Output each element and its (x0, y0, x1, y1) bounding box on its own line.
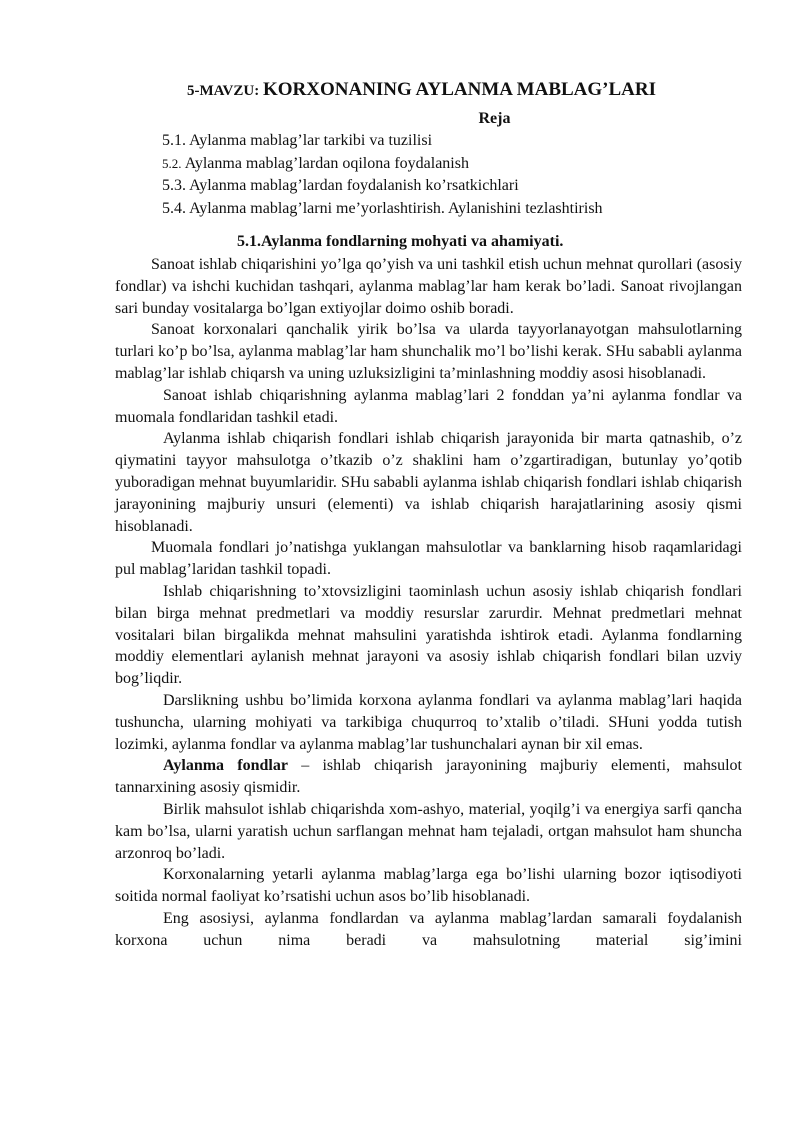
body-paragraph: Ishlab chiqarishning to’xtovsizligini taominlash uchun asosiy ishlab chiqarish fondlari bilan birga mehnat predmetlari va moddiy resurslar zarurdir. Mehnat predmetlari mehnat vositalari bilan birgalikda mehnat mahsulini yaratishda ishtirok etadi. Aylanma fondlarning moddiy elementlari aylanish mehnat jarayoni va asosiy ishlab chiqarish fondlari bilan uzviy bog’liqdir. (115, 582, 742, 688)
definition-paragraph (115, 755, 742, 799)
body-paragraph: Sanoat ishlab chiqarishini yo’lga qo’yish va uni tashkil etish uchun mehnat qurollari (asosiy fondlar) va ishchi kuchidan tashqari, aylanma mablag’lar ham kerak bo’ladi. Sanoat rivojlangan sari bunday vositalarga bo’lgan extiyojlar doimo oshib boradi. (115, 256, 742, 317)
plan-item-text: Aylanma mablag’lar tarkibi va tuzilisi (189, 132, 433, 149)
document-page (115, 72, 742, 952)
body-paragraph: Aylanma ishlab chiqarish fondlari ishlab chiqarish jarayonida bir marta qatnashib, o’z qiymatini tayyor mahsulotga o’tkazib o’z shaklini ham o’zgartiradigan, butunlay yo’qotib yuboradigan mehnat buyumlaridir. SHu sababli aylanma ishlab chiqarish fondlari ishlab chiqarish jarayonining majburiy unsuri (elementi) va ishlab chiqarish harajatlarining asosiy qismi hisoblanadi. (115, 430, 742, 535)
document-title (187, 72, 742, 108)
body-paragraph: Korxonalarning yetarli aylanma mablag’larga ega bo’lishi ularning bozor iqtisodiyoti soitida normal faoliyat ko’rsatishi uchun asos bo’lib hisoblanadi. (115, 866, 742, 906)
plan-item-text: Aylanma mablag’lardan foydalanish ko’rsatkichlari (189, 177, 519, 194)
plan-item (162, 175, 742, 198)
body-paragraph: Muomala fondlari jo’natishga yuklangan mahsulotlar va banklarning hisob raqamlaridagi pul mablag’laridan tashkil topadi. (115, 539, 742, 579)
title-prefix: 5-MAVZU: (187, 83, 263, 99)
plan-list (115, 130, 742, 220)
plan-item-number: 5.3. (162, 177, 190, 194)
body-paragraph: Sanoat korxonalari qanchalik yirik bo’lsa va ularda tayyorlanayotgan mahsulotlarning turlari ko’p bo’lsa, aylanma mablag’lar ham shunchalik mo’l bo’lishi kerak. SHu sababli aylanma mablag’lar ishlab chiqarsh va uning uzluksizligini ta’minlashning moddiy asosi hisoblanadi. (115, 321, 742, 382)
plan-item (162, 153, 742, 176)
body-paragraph: Birlik mahsulot ishlab chiqarishda xom-ashyo, material, yoqilg’i va energiya sarfi qancha kam bo’lsa, ularni yaratish uchun sarflangan mehnat ham tejaladi, ortgan mahsulot ham shuncha arzonroq bo’ladi. (115, 800, 742, 862)
plan-heading: Reja (478, 110, 511, 127)
section-heading: 5.1.Aylanma fondlarning mohyati va ahamiyati. (237, 233, 564, 250)
plan-item-text: Aylanma mablag’larni me’yorlashtirish. Aylanishini tezlashtirish (189, 199, 603, 217)
body-paragraph: Eng asosiysi, aylanma fondlardan va aylanma mablag’lardan samarali foydalanish korxona uchun nima beradi va mahsulotning material sig’imini (115, 909, 742, 949)
plan-item-text: Aylanma mablag’lardan oqilona foydalanish (184, 154, 469, 172)
definition-term: Aylanma fondlar (163, 757, 288, 775)
body-paragraph: Darslikning ushbu bo’limida korxona aylanma fondlari va aylanma mablag’lari haqida tushuncha, ularning mohiyati va tarkibiga chuqurroq to’xtalib o’tiladi. SHuni yodda tutish lozimki, aylanma fondlar va aylanma mablag’lar tushunchalari aynan bir xil emas. (115, 691, 742, 753)
title-main: KORXONANING AYLANMA MABLAG’LARI (262, 79, 657, 100)
plan-item-number: 5.4. (162, 199, 190, 217)
plan-item-number: 5.2. (162, 155, 185, 171)
plan-item-number: 5.1. (162, 132, 190, 149)
body-paragraph: Sanoat ishlab chiqarishning aylanma mablag’lari 2 fonddan ya’ni aylanma fondlar va muomala fondlaridan tashkil etadi. (115, 386, 742, 426)
plan-item (162, 198, 742, 221)
plan-item (162, 130, 742, 153)
definition-text: – ishlab chiqarish jarayonining majburiy elementi, mahsulot tannarxining asosiy qismidir. (115, 757, 742, 797)
